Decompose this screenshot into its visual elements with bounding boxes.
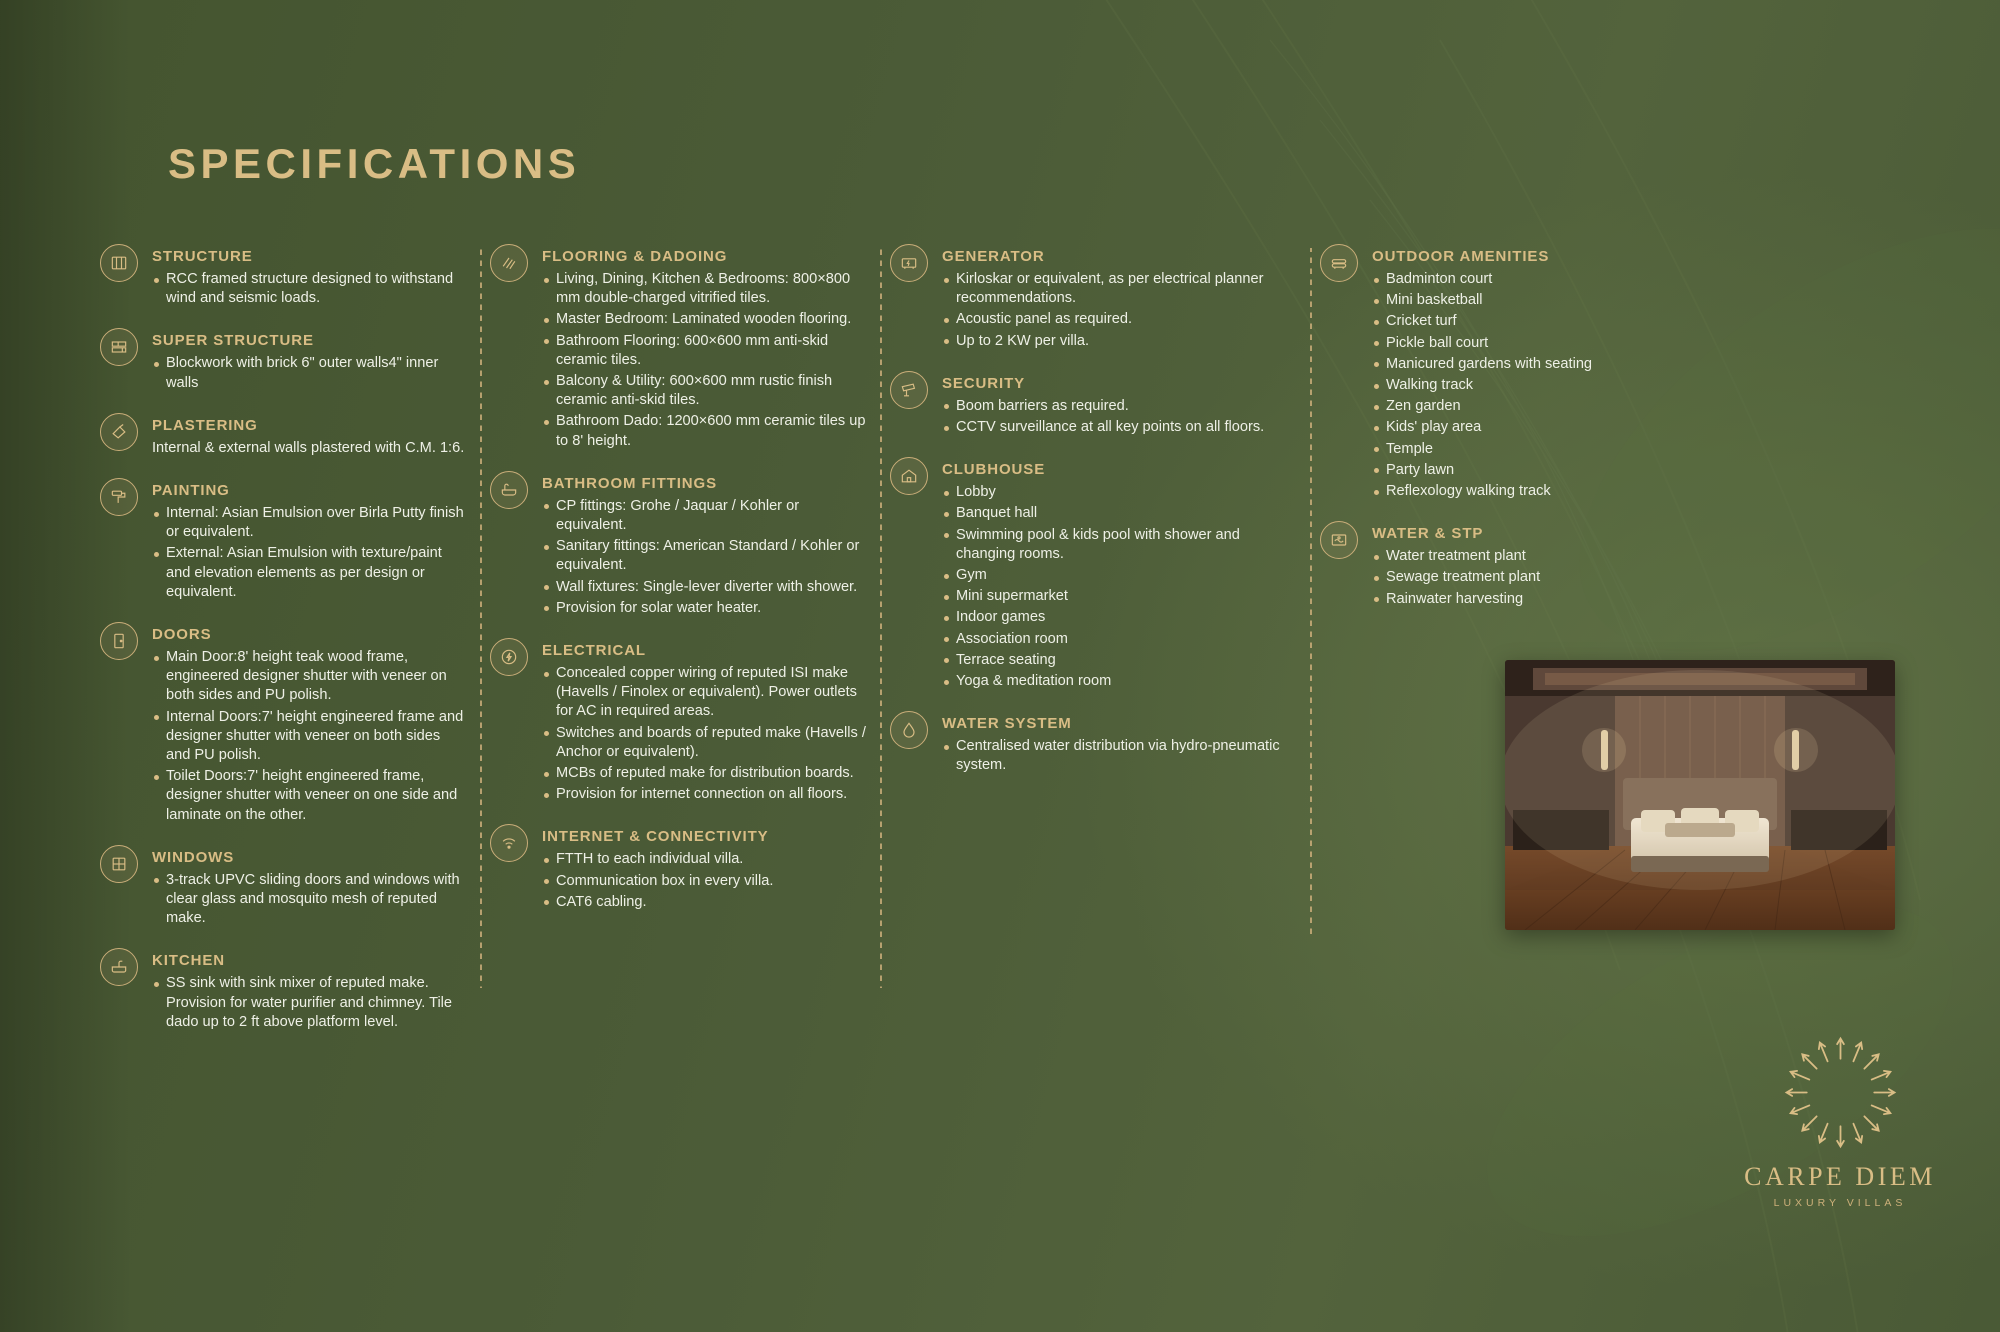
list-item: Blockwork with brick 6" outer walls4" inner walls bbox=[152, 354, 466, 392]
column-divider bbox=[480, 248, 482, 988]
wifi-signal-icon bbox=[490, 824, 528, 862]
list-item: Communication box in every villa. bbox=[542, 872, 866, 891]
spec-group-outdoor-amenities bbox=[1320, 248, 1666, 503]
group-title: ELECTRICAL bbox=[542, 642, 646, 660]
luxury-bedroom-interior-photo bbox=[1505, 660, 1895, 930]
list-item: Boom barriers as required. bbox=[942, 397, 1296, 416]
group-items bbox=[942, 483, 1296, 691]
list-item: Rainwater harvesting bbox=[1372, 590, 1666, 609]
group-items bbox=[152, 504, 466, 602]
group-items bbox=[1372, 270, 1666, 501]
group-items bbox=[542, 850, 866, 912]
group-title: STRUCTURE bbox=[152, 248, 253, 265]
specification-columns bbox=[100, 248, 1940, 1056]
list-item: Water treatment plant bbox=[1372, 547, 1666, 566]
spec-group-super-structure bbox=[100, 332, 466, 394]
water-drop-icon bbox=[890, 711, 928, 749]
spec-column-1 bbox=[100, 248, 490, 1056]
list-item: Balcony & Utility: 600×600 mm rustic finish ceramic anti-skid tiles. bbox=[542, 372, 866, 410]
list-item: Living, Dining, Kitchen & Bedrooms: 800×800 mm double-charged vitrified tiles. bbox=[542, 270, 866, 308]
list-item: Bathroom Dado: 1200×600 mm ceramic tiles up to 8' height. bbox=[542, 412, 866, 450]
spec-column-3 bbox=[890, 248, 1320, 1056]
group-title: WATER & STP bbox=[1372, 525, 1484, 543]
group-items bbox=[152, 354, 466, 392]
list-item: Internal Doors:7' height engineered frame and designer shutter with veneer on both sides and PU polish. bbox=[152, 708, 466, 766]
list-item: Banquet hall bbox=[942, 504, 1296, 523]
brand-name: CARPE DIEM bbox=[1744, 1162, 1936, 1191]
list-item: MCBs of reputed make for distribution boards. bbox=[542, 764, 866, 783]
list-item: Lobby bbox=[942, 483, 1296, 502]
list-item: Cricket turf bbox=[1372, 312, 1666, 331]
group-title: INTERNET & CONNECTIVITY bbox=[542, 828, 769, 846]
list-item: CCTV surveillance at all key points on all floors. bbox=[942, 418, 1296, 437]
paint-roller-icon bbox=[100, 478, 138, 516]
clubhouse-icon bbox=[890, 457, 928, 495]
list-item: Reflexology walking track bbox=[1372, 482, 1666, 501]
group-items bbox=[152, 648, 466, 825]
spec-group-structure bbox=[100, 248, 466, 310]
group-items bbox=[542, 497, 866, 618]
list-item: Badminton court bbox=[1372, 270, 1666, 289]
group-items bbox=[152, 974, 466, 1032]
spec-group-electrical bbox=[490, 642, 866, 806]
flooring-tiles-icon bbox=[490, 244, 528, 282]
list-item: Indoor games bbox=[942, 608, 1296, 627]
list-item: Walking track bbox=[1372, 376, 1666, 395]
group-items bbox=[542, 664, 866, 804]
window-icon bbox=[100, 845, 138, 883]
list-item: Sewage treatment plant bbox=[1372, 568, 1666, 587]
generator-icon bbox=[890, 244, 928, 282]
group-items bbox=[152, 871, 466, 929]
group-title: KITCHEN bbox=[152, 952, 225, 970]
group-title: GENERATOR bbox=[942, 248, 1045, 265]
group-title: WATER SYSTEM bbox=[942, 715, 1072, 733]
group-title: SUPER STRUCTURE bbox=[152, 332, 314, 350]
list-item: Master Bedroom: Laminated wooden flooring. bbox=[542, 310, 866, 329]
spec-group-painting bbox=[100, 482, 466, 604]
list-item: Temple bbox=[1372, 440, 1666, 459]
list-item: Bathroom Flooring: 600×600 mm anti-skid ceramic tiles. bbox=[542, 332, 866, 370]
list-item: Manicured gardens with seating bbox=[1372, 355, 1666, 374]
list-item: CAT6 cabling. bbox=[542, 893, 866, 912]
group-title: WINDOWS bbox=[152, 848, 235, 866]
group-title: CLUBHOUSE bbox=[942, 461, 1046, 479]
spec-group-generator bbox=[890, 248, 1296, 353]
group-title: OUTDOOR AMENITIES bbox=[1372, 248, 1550, 265]
group-title: PLASTERING bbox=[152, 416, 258, 434]
spec-group-windows bbox=[100, 849, 466, 931]
bathtub-icon bbox=[490, 471, 528, 509]
group-items bbox=[1372, 547, 1666, 609]
group-items bbox=[152, 270, 466, 308]
group-items bbox=[542, 270, 866, 451]
list-item: CP fittings: Grohe / Jaquar / Kohler or equivalent. bbox=[542, 497, 866, 535]
list-item: Switches and boards of reputed make (Havells / Anchor or equivalent). bbox=[542, 724, 866, 762]
list-item: Internal: Asian Emulsion over Birla Putty finish or equivalent. bbox=[152, 504, 466, 542]
list-item: Concealed copper wiring of reputed ISI make (Havells / Finolex or equivalent). Power outlets for AC in required areas. bbox=[542, 664, 866, 722]
list-item: Terrace seating bbox=[942, 651, 1296, 670]
list-item: Main Door:8' height teak wood frame, engineered designer shutter with veneer on both sides and PU polish. bbox=[152, 648, 466, 706]
spec-column-4 bbox=[1320, 248, 1690, 1056]
list-item: Wall fixtures: Single-lever diverter with shower. bbox=[542, 578, 866, 597]
list-item: RCC framed structure designed to withstand wind and seismic loads. bbox=[152, 270, 466, 308]
brick-wall-icon bbox=[100, 328, 138, 366]
kitchen-sink-icon bbox=[100, 948, 138, 986]
group-items bbox=[942, 737, 1296, 775]
list-item: Pickle ball court bbox=[1372, 334, 1666, 353]
group-title: SECURITY bbox=[942, 374, 1026, 392]
list-item: Yoga & meditation room bbox=[942, 672, 1296, 691]
spec-group-water-system bbox=[890, 715, 1296, 777]
list-item: Zen garden bbox=[1372, 397, 1666, 416]
electrical-bolt-icon bbox=[490, 638, 528, 676]
list-item: Toilet Doors:7' height engineered frame, designer shutter with veneer on one side and laminate on the other. bbox=[152, 767, 466, 825]
list-item: Mini basketball bbox=[1372, 291, 1666, 310]
list-item: Kids' play area bbox=[1372, 418, 1666, 437]
list-item: Provision for internet connection on all floors. bbox=[542, 785, 866, 804]
list-item: Mini supermarket bbox=[942, 587, 1296, 606]
column-divider bbox=[1310, 248, 1312, 938]
list-item: Up to 2 KW per villa. bbox=[942, 332, 1296, 351]
group-title: DOORS bbox=[152, 626, 212, 644]
structure-icon bbox=[100, 244, 138, 282]
group-items bbox=[152, 439, 466, 458]
list-item: Internal & external walls plastered with C.M. 1:6. bbox=[152, 439, 465, 456]
door-icon bbox=[100, 622, 138, 660]
spec-group-bathroom-fittings bbox=[490, 475, 866, 620]
brand-logo bbox=[1715, 1025, 1965, 1209]
list-item: Swimming pool & kids pool with shower and changing rooms. bbox=[942, 526, 1296, 564]
list-item: Centralised water distribution via hydro-pneumatic system. bbox=[942, 737, 1296, 775]
brand-tagline: LUXURY VILLAS bbox=[1773, 1197, 1907, 1209]
column-divider bbox=[880, 248, 882, 988]
cctv-camera-icon bbox=[890, 371, 928, 409]
list-item: Gym bbox=[942, 566, 1296, 585]
outdoor-amenities-icon bbox=[1320, 244, 1358, 282]
water-treatment-icon bbox=[1320, 521, 1358, 559]
trowel-icon bbox=[100, 413, 138, 451]
group-title: PAINTING bbox=[152, 482, 230, 500]
list-item: 3-track UPVC sliding doors and windows with clear glass and mosquito mesh of reputed make. bbox=[152, 871, 466, 929]
list-item: Acoustic panel as required. bbox=[942, 310, 1296, 329]
spec-group-water-stp bbox=[1320, 525, 1666, 611]
list-item: Kirloskar or equivalent, as per electrical planner recommendations. bbox=[942, 270, 1296, 308]
spec-group-flooring bbox=[490, 248, 866, 453]
page-title: SPECIFICATIONS bbox=[168, 140, 581, 187]
spec-group-kitchen bbox=[100, 952, 466, 1034]
list-item: Sanitary fittings: American Standard / Kohler or equivalent. bbox=[542, 537, 866, 575]
list-item: Party lawn bbox=[1372, 461, 1666, 480]
spec-column-2 bbox=[490, 248, 890, 1056]
sun-rays-circle-icon bbox=[1715, 1025, 1965, 1160]
list-item: SS sink with sink mixer of reputed make. Provision for water purifier and chimney. Tile dado up to 2 ft above platform level. bbox=[152, 974, 466, 1032]
list-item: Provision for solar water heater. bbox=[542, 599, 866, 618]
list-item: FTTH to each individual villa. bbox=[542, 850, 866, 869]
spec-group-doors bbox=[100, 626, 466, 827]
group-items bbox=[942, 270, 1296, 351]
spec-group-internet bbox=[490, 828, 866, 914]
spec-group-plastering bbox=[100, 417, 466, 460]
spec-group-security bbox=[890, 375, 1296, 439]
group-title: FLOORING & DADOING bbox=[542, 248, 728, 265]
spec-group-clubhouse bbox=[890, 461, 1296, 693]
list-item: External: Asian Emulsion with texture/paint and elevation elements as per design or equivalent. bbox=[152, 544, 466, 602]
list-item: Association room bbox=[942, 630, 1296, 649]
group-items bbox=[942, 397, 1296, 437]
group-title: BATHROOM FITTINGS bbox=[542, 474, 718, 492]
